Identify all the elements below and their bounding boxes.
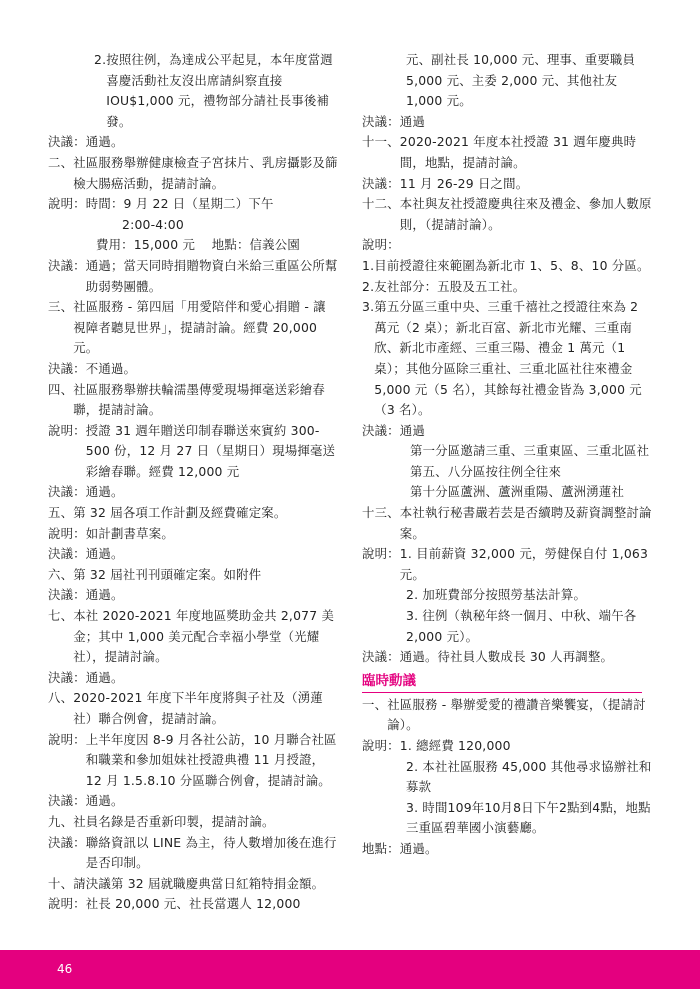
page-footer: [0, 950, 700, 989]
text-row: [362, 256, 654, 277]
text-row: [362, 695, 654, 736]
row-label: 六、: [48, 566, 74, 582]
row-text: 本社 2020-2021 年度地區獎助金共 2,077 美金；其中 1,000 美元配合幸福小學堂（光耀社），提請討論。: [73, 608, 335, 665]
row-text: 3. 時間109年10月8日下午2點到4點，地點三重區碧華國小演藝廳。: [406, 799, 651, 836]
row-label: 說明：: [362, 546, 400, 562]
row-label: 說明：: [48, 896, 86, 912]
page-number: 46: [57, 962, 73, 976]
row-text: 通過。: [399, 840, 438, 856]
text-row: [362, 757, 654, 798]
text-row: [48, 668, 338, 689]
row-text: 通過: [399, 422, 425, 438]
row-text: 第十分區蘆洲、蘆洲重陽、蘆洲湧蓮社: [410, 484, 625, 500]
text-row: [48, 544, 338, 565]
row-label: 說明：: [362, 738, 400, 753]
row-text: 第五、八分區按往例全往來: [410, 463, 562, 479]
row-text: 元、副社長 10,000 元、理事、重要職員 5,000 元、主委 2,000 元、其他社友 1,000 元。: [406, 52, 636, 109]
text-row: [362, 441, 654, 462]
row-label: 十一、: [362, 134, 400, 150]
row-label: 三、: [48, 299, 74, 315]
text-row: [362, 462, 654, 483]
text-row: [362, 277, 654, 298]
row-text: 1. 總經費 120,000: [399, 738, 511, 753]
text-row: [48, 297, 338, 359]
row-label: 七、: [48, 608, 74, 624]
text-row: [48, 256, 338, 297]
text-row: [362, 421, 654, 442]
section-title: 臨時動議: [362, 670, 642, 693]
row-text: 不通過。: [85, 360, 137, 376]
row-label: 四、: [48, 381, 74, 397]
text-row: [48, 50, 338, 132]
row-label: 決議：: [48, 834, 86, 850]
row-label: 2.: [94, 52, 107, 67]
row-text: 2. 本社社區服務 45,000 其他尋求協辦社和募款: [406, 758, 652, 795]
row-label: 八、: [48, 690, 74, 706]
row-label: 十二、: [362, 196, 400, 212]
row-text: 11 月 26-29 日之間。: [399, 175, 529, 191]
row-text: 本社與友社授證慶典往來及禮金、參加人數原則，（提請討論）。: [399, 196, 652, 232]
text-row: [362, 174, 654, 195]
row-text: 上半年度因 8-9 月各社公訪，10 月聯合社區和職業和參加姐妹社授證典禮 11 月授證，12 月 1.5.8.10 分區聯合例會，提請討論。: [85, 731, 337, 788]
row-text: 社區服務舉辦健康檢查子宮抹片、乳房攝影及篩檢大腸癌活動，提請討論。: [73, 154, 338, 191]
row-text: 社區服務 - 舉辦愛愛的禮讚音樂饗宴，（提請討論）。: [387, 696, 646, 733]
text-row: [48, 812, 338, 833]
row-label: 決議：: [48, 587, 86, 603]
row-text: 時間：9 月 22 日（星期二）下午: [85, 196, 274, 212]
text-row: [362, 50, 654, 112]
text-row: [48, 730, 338, 792]
text-row: [48, 565, 338, 586]
row-text: 友社部分：五股及五工社。: [374, 278, 526, 294]
row-text: 按照往例，為達成公平起見，本年度當週喜慶活動社友沒出席請糾察直接 IOU$1,000 元，禮物部分請社長事後補發。: [106, 52, 333, 129]
text-row: [362, 585, 654, 606]
row-text: 社區服務 - 第四屆「用愛陪伴和愛心捐贈 - 讓視障者聽見世界」，提請討論。經費 20,000 元。: [73, 299, 326, 356]
row-text: 社長 20,000 元、社長當選人 12,000: [85, 896, 301, 912]
text-row: [48, 482, 338, 503]
text-row: [362, 503, 654, 544]
text-row: [362, 606, 654, 647]
row-label: 二、: [48, 154, 74, 170]
row-label: 十三、: [362, 505, 400, 521]
row-text: 費用：15,000 元 地點：信義公園: [96, 237, 300, 253]
row-label: 一、: [362, 696, 388, 712]
row-label: 決議：: [48, 484, 86, 500]
text-row: [362, 235, 654, 256]
left-column: [48, 50, 338, 915]
row-label: 決議：: [48, 546, 86, 562]
row-label: 決議：: [48, 134, 86, 150]
row-text: 第 32 屆社刊刊頭確定案。如附件: [73, 566, 262, 582]
row-label: 2.: [362, 278, 375, 294]
row-text: 目前授證往來範圍為新北市 1、5、8、10 分區。: [374, 257, 650, 273]
text-row: [362, 112, 654, 133]
row-text: 通過。: [85, 134, 124, 150]
text-row: [362, 736, 654, 757]
text-row: [362, 839, 654, 860]
row-text: 第一分區邀請三重、三重東區、三重北區社: [410, 443, 650, 459]
text-row: [48, 585, 338, 606]
row-text: [400, 235, 654, 256]
row-label: 決議：: [362, 175, 400, 191]
row-label: 決議：: [48, 257, 86, 273]
text-row: [362, 297, 654, 421]
text-row: [362, 482, 654, 503]
row-label: 1.: [362, 257, 375, 273]
row-label: 五、: [48, 505, 74, 521]
row-text: 社員名錄是否重新印製，提請討論。: [73, 813, 275, 829]
text-row: [48, 235, 338, 256]
row-label: 說明：: [362, 237, 400, 253]
row-text: 通過。: [85, 484, 124, 500]
row-label: 地點：: [362, 840, 400, 856]
row-text: 社區服務舉辦扶輪濡墨傳愛現場揮毫送彩繪春聯，提請討論。: [73, 381, 325, 418]
row-text: 本社執行秘書嚴若芸是否續聘及薪資調整討論案。: [399, 505, 652, 541]
text-row: [48, 503, 338, 524]
text-row: [362, 647, 654, 668]
text-row: [48, 380, 338, 421]
row-text: 通過；當天同時捐贈物資白米給三重區公所幫助弱勢團體。: [85, 257, 338, 294]
row-text: 1. 目前薪資 32,000 元，勞健保自付 1,063 元。: [399, 546, 649, 582]
text-row: [362, 544, 654, 585]
text-row: [362, 798, 654, 839]
row-text: 3. 往例（執秘年終一個月、中秋、端午各 2,000 元）。: [406, 608, 637, 644]
row-text: 通過。: [85, 587, 124, 603]
row-label: 九、: [48, 813, 74, 829]
row-text: 授證 31 週年贈送印制春聯送來賓約 300-500 份，12 月 27 日（星期日）現場揮毫送彩繪春聯。經費 12,000 元: [85, 422, 336, 479]
row-label: 說明：: [48, 422, 86, 438]
right-column: [362, 50, 654, 860]
text-row: [48, 791, 338, 812]
row-label: 決議：: [48, 360, 86, 376]
text-row: [48, 833, 338, 874]
row-label: 說明：: [48, 525, 86, 541]
text-row: [48, 688, 338, 729]
row-text: 第五分區三重中央、三重千禧社之授證往來為 2 萬元（2 桌）；新北百富、新北市光耀、三重南欣、新北市產經、三重三陽、禮金 1 萬元（1 桌）；其他分區除三重社、三重北區社往來禮金 5,000 元（5 名），其餘每社禮金皆為 3,000 元（3 名）。: [374, 299, 642, 418]
row-text: 通過: [399, 113, 425, 129]
text-row: [48, 606, 338, 668]
text-row: [362, 194, 654, 235]
row-label: 3.: [362, 299, 375, 315]
row-text: 如計劃書草案。: [85, 525, 174, 541]
text-row: [362, 132, 654, 173]
text-row: [48, 215, 338, 236]
text-row: [48, 421, 338, 483]
text-row: [48, 874, 338, 895]
row-text: 聯絡資訊以 LINE 為主，待人數增加後在進行是否印制。: [85, 834, 337, 871]
row-text: 2020-2021 年度下半年度將與子社及（湧蓮社）聯合例會，提請討論。: [73, 690, 323, 726]
row-text: 請決議第 32 屆就職慶典當日紅箱特捐金額。: [73, 875, 325, 891]
row-label: 決議：: [48, 669, 86, 685]
row-text: 第 32 屆各項工作計劃及經費確定案。: [73, 505, 287, 521]
text-row: [48, 132, 338, 153]
row-label: 決議：: [362, 113, 400, 129]
row-label: 決議：: [48, 793, 86, 809]
text-row: [48, 153, 338, 194]
row-text: 通過。: [85, 546, 124, 562]
row-label: 說明：: [48, 196, 86, 212]
row-label: 十、: [48, 875, 74, 891]
row-text: 2. 加班費部分按照勞基法計算。: [406, 587, 587, 603]
row-label: 決議：: [362, 422, 400, 438]
text-row: [48, 359, 338, 380]
row-text: 通過。待社員人數成長 30 人再調整。: [399, 649, 614, 665]
row-label: 說明：: [48, 731, 86, 747]
row-text: 通過。: [85, 669, 124, 685]
row-label: 決議：: [362, 649, 400, 665]
row-text: 2020-2021 年度本社授證 31 週年慶典時間，地點，提請討論。: [399, 134, 637, 170]
text-row: [48, 894, 338, 915]
row-text: 通過。: [85, 793, 124, 809]
row-text: 2:00-4:00: [122, 216, 184, 232]
text-row: [48, 524, 338, 545]
text-row: [48, 194, 338, 215]
